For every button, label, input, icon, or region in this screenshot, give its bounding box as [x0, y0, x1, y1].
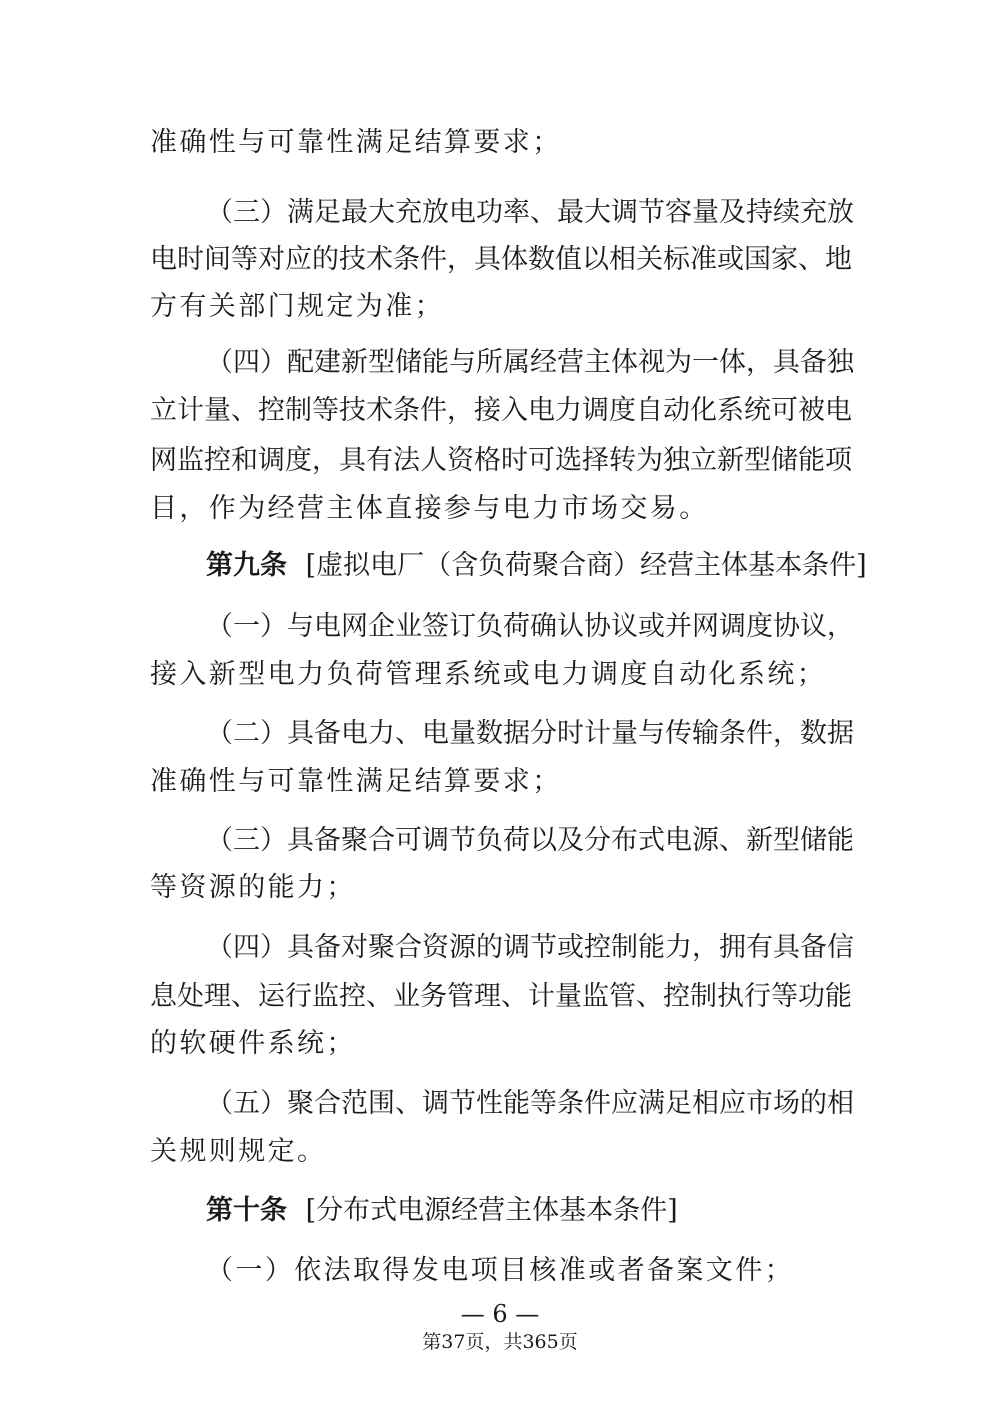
article-10-label: 第十条 [206, 1195, 287, 1226]
text-line: 方有关部门规定为准； [150, 291, 444, 322]
text-line: 息处理、运行监控、业务管理、计量监管、控制执行等功能 [150, 981, 852, 1012]
article-10-heading [206, 1194, 678, 1228]
text-line: 的软硬件系统； [150, 1028, 356, 1059]
text-line: （四）配建新型储能与所属经营主体视为一体，具备独 [206, 347, 854, 378]
text-line: （二）具备电力、电量数据分时计量与传输条件，数据 [206, 718, 854, 749]
text-line: （三）满足最大充放电功率、最大调节容量及持续充放 [206, 197, 854, 228]
article-10-title: [分布式电源经营主体基本条件] [305, 1195, 678, 1226]
text-line: 接入新型电力负荷管理系统或电力调度自动化系统； [150, 659, 827, 690]
page-number: — 6 — [460, 1300, 540, 1328]
text-line: 网监控和调度，具有法人资格时可选择转为独立新型储能项 [150, 445, 852, 476]
article-9-heading [206, 549, 867, 583]
text-line: 等资源的能力； [150, 872, 356, 903]
article-9-label: 第九条 [206, 550, 287, 581]
text-line: （三）具备聚合可调节负荷以及分布式电源、新型储能 [206, 825, 854, 856]
text-line: （一）与电网企业签订负荷确认协议或并网调度协议， [206, 611, 854, 642]
text-line: （四）具备对聚合资源的调节或控制能力，拥有具备信 [206, 932, 854, 963]
article-9-title: [虚拟电厂（含负荷聚合商）经营主体基本条件] [305, 550, 867, 581]
text-line: 电时间等对应的技术条件，具体数值以相关标准或国家、地 [150, 244, 852, 275]
text-line: 目，作为经营主体直接参与电力市场交易。 [150, 493, 709, 524]
text-line: （五）聚合范围、调节性能等条件应满足相应市场的相 [206, 1088, 854, 1119]
text-line: 准确性与可靠性满足结算要求； [150, 127, 562, 158]
text-line: （一）依法取得发电项目核准或者备案文件； [206, 1255, 794, 1286]
text-line: 关规则规定。 [150, 1136, 327, 1167]
text-line: 准确性与可靠性满足结算要求； [150, 766, 562, 797]
page-count: 第37页，共365页 [422, 1331, 578, 1353]
text-line: 立计量、控制等技术条件，接入电力调度自动化系统可被电 [150, 395, 852, 426]
